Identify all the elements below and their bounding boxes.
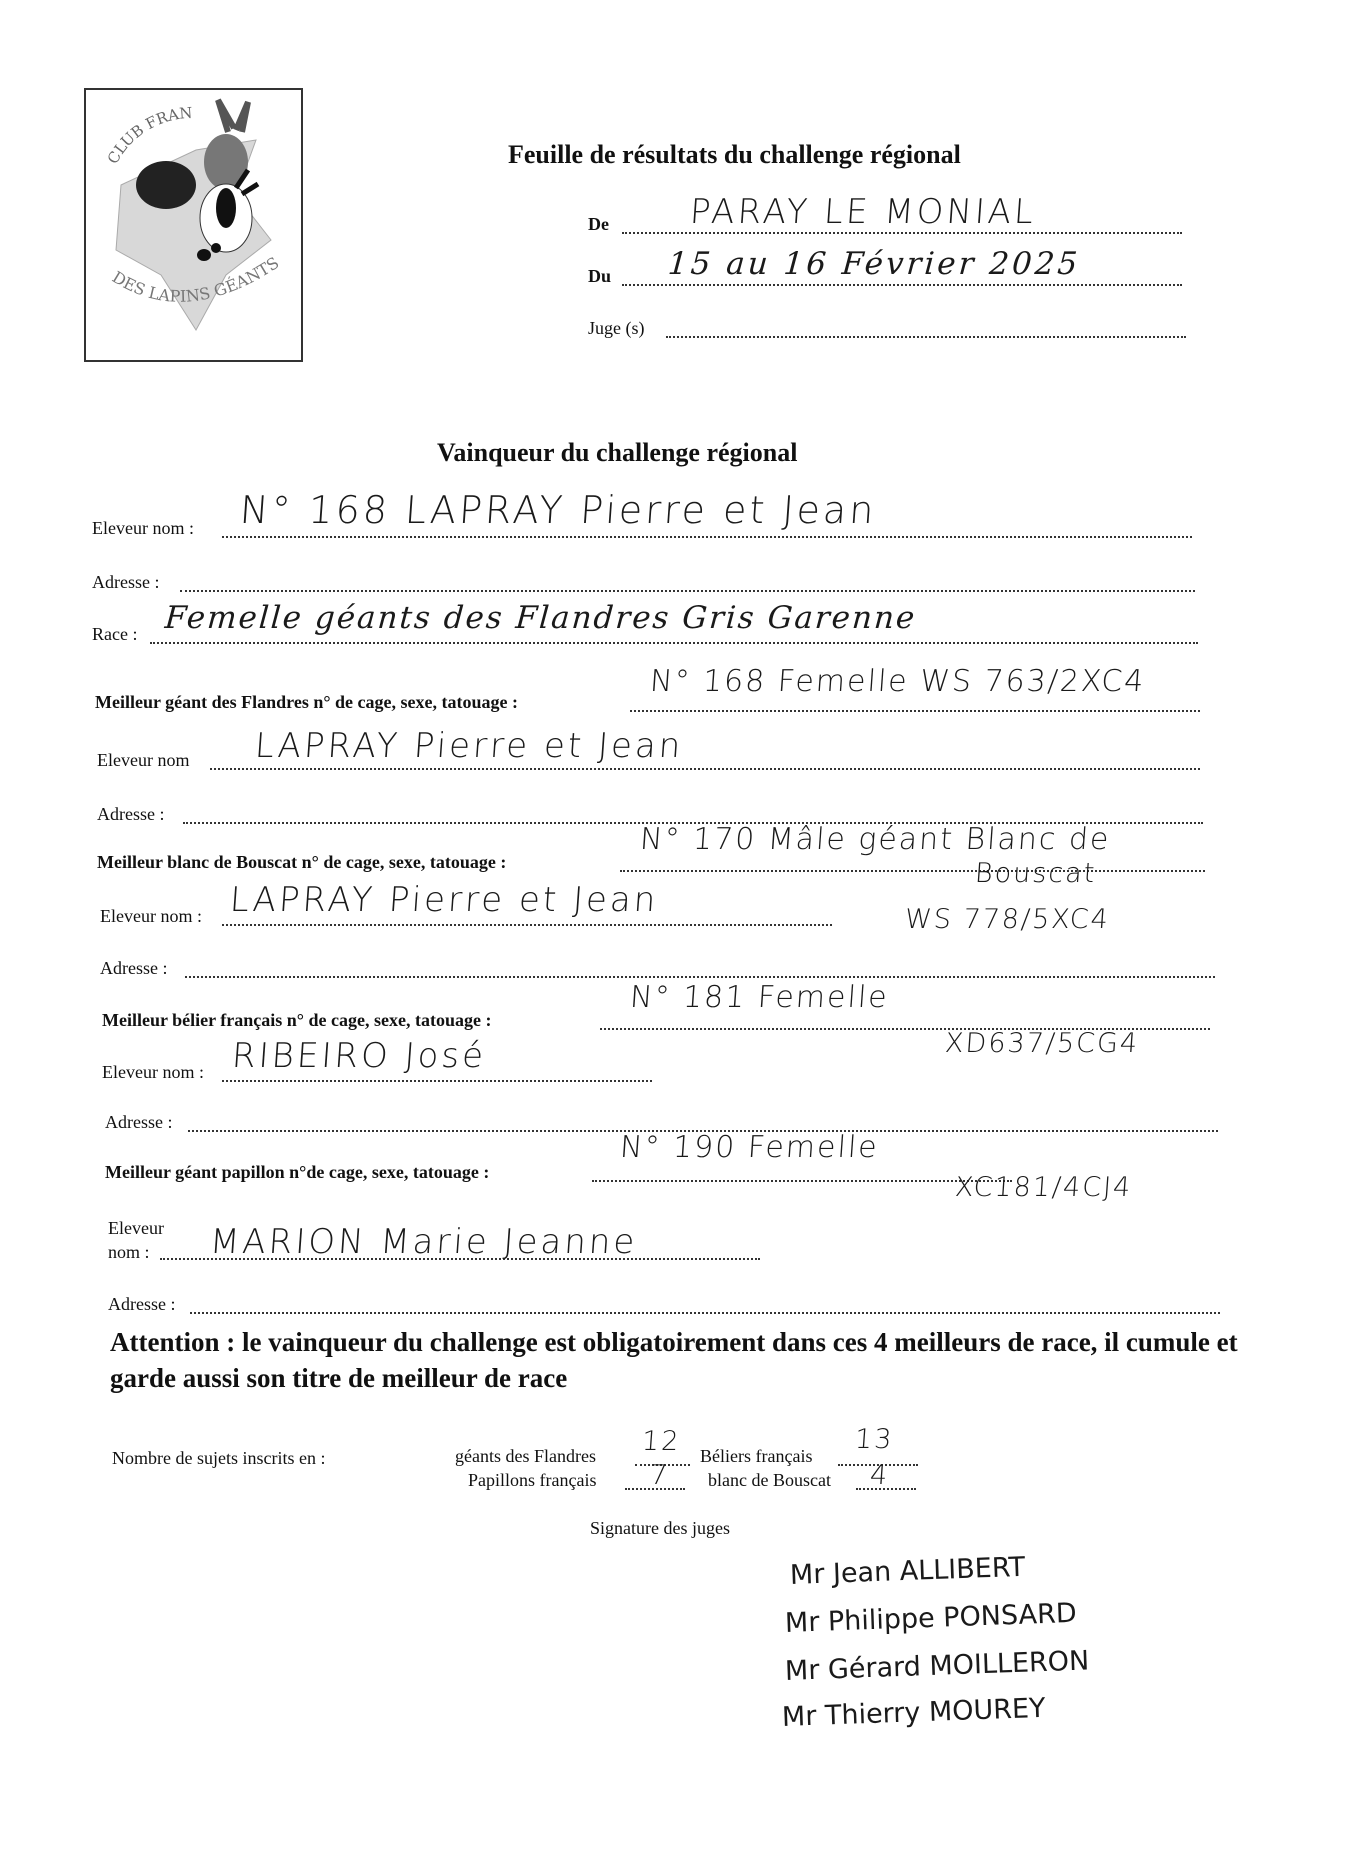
flandres-eleveur-label: Eleveur nom bbox=[97, 750, 190, 770]
belier-label: Meilleur bélier français n° de cage, sexe, tatouage : bbox=[102, 1010, 492, 1030]
beliers-count-label: Béliers français bbox=[700, 1446, 813, 1466]
de-value: PARAY LE MONIAL bbox=[688, 192, 1038, 232]
race-value: Femelle géants des Flandres Gris Garenne bbox=[163, 600, 918, 636]
papillon-adresse-line bbox=[190, 1312, 1220, 1314]
bouscat-value: N° 170 Mâle géant Blanc de bbox=[638, 822, 1112, 857]
de-label: De bbox=[588, 214, 609, 234]
papillon-eleveur-value: MARION Marie Jeanne bbox=[208, 1222, 639, 1262]
papillon-value: N° 190 Femelle bbox=[618, 1130, 880, 1165]
belier-eleveur-line bbox=[222, 1080, 652, 1082]
flandres-adresse-label: Adresse : bbox=[97, 804, 165, 824]
svg-text:CLUB FRANÇAIS bbox=[86, 90, 193, 167]
flandres-value: N° 168 Femelle WS 763/2XC4 bbox=[648, 664, 1147, 699]
page-title: Feuille de résultats du challenge régional bbox=[508, 140, 961, 169]
bouscat-eleveur-label: Eleveur nom : bbox=[100, 906, 202, 926]
rabbit-logo-icon bbox=[86, 90, 301, 360]
de-line bbox=[622, 232, 1182, 234]
belier-value: N° 181 Femelle bbox=[628, 980, 890, 1015]
belier-tattoo: XD637/5CG4 bbox=[943, 1028, 1141, 1059]
flandres-eleveur-value: LAPRAY Pierre et Jean bbox=[253, 726, 685, 766]
bouscat-count-label: blanc de Bouscat bbox=[708, 1470, 831, 1490]
belier-adresse-label: Adresse : bbox=[105, 1112, 173, 1132]
bouscat-value-2: Bouscat bbox=[973, 858, 1098, 889]
counts-label: Nombre de sujets inscrits en : bbox=[112, 1448, 326, 1468]
winner-heading: Vainqueur du challenge régional bbox=[437, 438, 798, 467]
flandres-line bbox=[630, 710, 1200, 712]
juge-line bbox=[666, 336, 1186, 338]
race-line bbox=[150, 642, 1198, 644]
belier-eleveur-label: Eleveur nom : bbox=[102, 1062, 204, 1082]
logo-top-text: CLUB FRAN bbox=[103, 103, 194, 167]
flandres-label: Meilleur géant des Flandres n° de cage, sexe, tatouage : bbox=[95, 692, 518, 712]
papillon-line bbox=[592, 1180, 1012, 1182]
juge-label: Juge (s) bbox=[588, 318, 645, 338]
judge-signature-2: Mr Philippe PONSARD bbox=[784, 1597, 1078, 1639]
judge-signature-4: Mr Thierry MOUREY bbox=[781, 1692, 1046, 1733]
winner-eleveur-label: Eleveur nom : bbox=[92, 518, 194, 538]
du-value: 15 au 16 Février 2025 bbox=[666, 246, 1082, 282]
race-label: Race : bbox=[92, 624, 138, 644]
flandres-count-value: 12 bbox=[640, 1426, 682, 1457]
flandres-count-label: géants des Flandres bbox=[455, 1446, 596, 1466]
winner-adresse-label: Adresse : bbox=[92, 572, 160, 592]
bouscat-eleveur-line bbox=[222, 924, 832, 926]
club-logo bbox=[84, 88, 303, 362]
logo-bottom-text: DES LAPINS GÉANTS bbox=[108, 253, 283, 306]
bouscat-line bbox=[620, 870, 1205, 872]
papillon-adresse-label: Adresse : bbox=[108, 1294, 176, 1314]
winner-eleveur-line bbox=[222, 536, 1192, 538]
signature-label: Signature des juges bbox=[590, 1518, 730, 1538]
papillon-tattoo: XC181/4CJ4 bbox=[953, 1172, 1134, 1203]
bouscat-count-value: 4 bbox=[868, 1460, 891, 1491]
du-label: Du bbox=[588, 266, 612, 286]
beliers-count-value: 13 bbox=[853, 1424, 895, 1455]
flandres-eleveur-line bbox=[210, 768, 1200, 770]
bouscat-label: Meilleur blanc de Bouscat n° de cage, sexe, tatouage : bbox=[97, 852, 507, 872]
bouscat-adresse-label: Adresse : bbox=[100, 958, 168, 978]
papillons-count-value: 7 bbox=[648, 1460, 671, 1491]
belier-eleveur-value: RIBEIRO José bbox=[230, 1036, 488, 1076]
bouscat-eleveur-value: LAPRAY Pierre et Jean bbox=[228, 880, 660, 920]
papillons-count-label: Papillons français bbox=[468, 1470, 597, 1490]
du-line bbox=[622, 284, 1182, 286]
papillon-eleveur-label: Eleveur nom : bbox=[108, 1218, 164, 1262]
attention-notice: Attention : le vainqueur du challenge est obligatoirement dans ces 4 meilleurs de race, il cumule et garde aussi son titre de meilleur de race bbox=[110, 1327, 1238, 1393]
judge-signature-3: Mr Gérard MOILLERON bbox=[784, 1645, 1090, 1687]
papillon-label: Meilleur géant papillon n°de cage, sexe, tatouage : bbox=[105, 1162, 490, 1182]
judge-signature-1: Mr Jean ALLIBERT bbox=[789, 1551, 1026, 1591]
winner-adresse-line bbox=[180, 590, 1195, 592]
bouscat-adresse-line bbox=[185, 976, 1215, 978]
bouscat-tattoo: WS 778/5XC4 bbox=[903, 904, 1111, 935]
winner-eleveur-value: N° 168 LAPRAY Pierre et Jean bbox=[238, 488, 879, 532]
